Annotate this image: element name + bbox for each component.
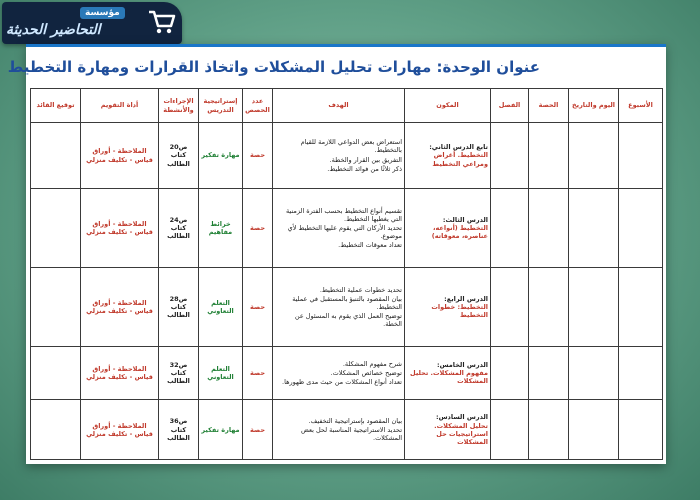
cell-signature — [31, 400, 81, 460]
cell-share — [529, 189, 569, 268]
cell-class — [491, 400, 529, 460]
cell-component: الدرس الثالث: التخطيط (أنواعه، عناصره، معوقاته) — [405, 189, 491, 268]
cell-strategy: خرائط مفاهيم — [199, 189, 243, 268]
table-row — [31, 189, 663, 268]
cell-procedures: ص28 كتاب الطالب — [159, 268, 199, 347]
header-tool: أداة التقويم — [81, 89, 159, 123]
cell-share — [529, 347, 569, 400]
cell-date — [569, 123, 619, 189]
cell-strategy: التعلم التعاوني — [199, 268, 243, 347]
top-rule — [26, 44, 666, 52]
cell-count: حصة — [243, 189, 273, 268]
table-row — [31, 268, 663, 347]
cell-count: حصة — [243, 123, 273, 189]
cell-week — [619, 400, 663, 460]
cell-tool: الملاحظة - أوراق قياس - تكليف منزلي — [81, 268, 159, 347]
header-strategy: إستراتيجية التدريس — [199, 89, 243, 123]
cell-date — [569, 268, 619, 347]
logo — [2, 2, 182, 44]
header-goal: الهدف — [273, 89, 405, 123]
cell-goal: شرح مفهوم المشكلة. توضيح خصائص المشكلات. تعداد أنواع المشكلات من حيث مدى ظهورها. — [273, 347, 405, 400]
table-row — [31, 400, 663, 460]
cell-class — [491, 268, 529, 347]
cell-strategy: مهارة تفكير — [199, 123, 243, 189]
cell-share — [529, 123, 569, 189]
cell-week — [619, 268, 663, 347]
table-row — [31, 123, 663, 189]
cell-class — [491, 189, 529, 268]
cell-component: تابع الدرس الثاني: التخطيط. أغراض ومراعي التخطيط — [405, 123, 491, 189]
cell-strategy: التعلم التعاوني — [199, 347, 243, 400]
header-component: المكون — [405, 89, 491, 123]
cell-component: الدرس الخامس: مفهوم المشكلات. تحليل المشكلات — [405, 347, 491, 400]
lesson-plan-table — [30, 88, 663, 460]
cell-signature — [31, 347, 81, 400]
cell-signature — [31, 268, 81, 347]
cell-tool: الملاحظة - أوراق قياس - تكليف منزلي — [81, 123, 159, 189]
cell-class — [491, 347, 529, 400]
table-row — [31, 347, 663, 400]
cell-goal: تحديد خطوات عملية التخطيط. بيان المقصود بالتنبؤ بالمستقبل في عملية التخطيط. توضيح العمل الذي يقوم به المسئول عن الخطة. — [273, 268, 405, 347]
header-count: عدد الحصص — [243, 89, 273, 123]
cell-count: حصة — [243, 400, 273, 460]
cell-signature — [31, 123, 81, 189]
cell-week — [619, 123, 663, 189]
cell-date — [569, 189, 619, 268]
header-day-date: اليوم والتاريخ — [569, 89, 619, 123]
cell-goal: بيان المقصود بإستراتيجية التخفيف. تحديد الاستراتيجية المناسبة لحل بعض المشكلات. — [273, 400, 405, 460]
cell-tool: الملاحظة - أوراق قياس - تكليف منزلي — [81, 347, 159, 400]
logo-title: التحاضير الحديثة — [6, 22, 101, 38]
document-sheet — [7, 44, 666, 464]
cell-signature — [31, 189, 81, 268]
cell-component: الدرس السادس: تحليل المشكلات. استراتيجيات حل المشكلات — [405, 400, 491, 460]
cell-count: حصة — [243, 268, 273, 347]
header-signature: توقيع القائد — [31, 89, 81, 123]
header-week: الأسبوع — [619, 89, 663, 123]
cell-procedures: ص24 كتاب الطالب — [159, 189, 199, 268]
header-procedures: الإجراءات والأنشطة — [159, 89, 199, 123]
table-header-row — [31, 89, 663, 123]
cell-procedures: ص20 كتاب الطالب — [159, 123, 199, 189]
cell-goal: استعراض بعض الدواعي اللازمة للقيام بالتخطيط. التفريق بين القرار والخطة. ذكر ثلاثًا من فوائد التخطيط. — [273, 123, 405, 189]
cell-tool: الملاحظة - أوراق قياس - تكليف منزلي — [81, 400, 159, 460]
cell-week — [619, 189, 663, 268]
cell-class — [491, 123, 529, 189]
cell-share — [529, 268, 569, 347]
cell-date — [569, 400, 619, 460]
cell-component: الدرس الرابع: التخطيط: خطوات التخطيط — [405, 268, 491, 347]
logo-subtitle: مؤسسة — [80, 7, 125, 19]
shopping-cart-icon — [146, 6, 176, 36]
cell-goal: تقسيم أنواع التخطيط بحسب الفترة الزمنية التي يغطيها التخطيط. تحديد الأركان التي يقوم عليها التخطيط لأي موضوع. تعداد معوقات التخطيط. — [273, 189, 405, 268]
header-share: الحصة — [529, 89, 569, 123]
cell-count: حصة — [243, 347, 273, 400]
cell-date — [569, 347, 619, 400]
header-class: الفصل — [491, 89, 529, 123]
cell-week — [619, 347, 663, 400]
cell-procedures: ص32 كتاب الطالب — [159, 347, 199, 400]
cell-strategy: مهارة تفكير — [199, 400, 243, 460]
cell-tool: الملاحظة - أوراق قياس - تكليف منزلي — [81, 189, 159, 268]
cell-procedures: ص36 كتاب الطالب — [159, 400, 199, 460]
unit-title: عنوان الوحدة: مهارات تحليل المشكلات واتخاذ القرارات ومهارة التخطيط — [7, 58, 540, 76]
cell-share — [529, 400, 569, 460]
